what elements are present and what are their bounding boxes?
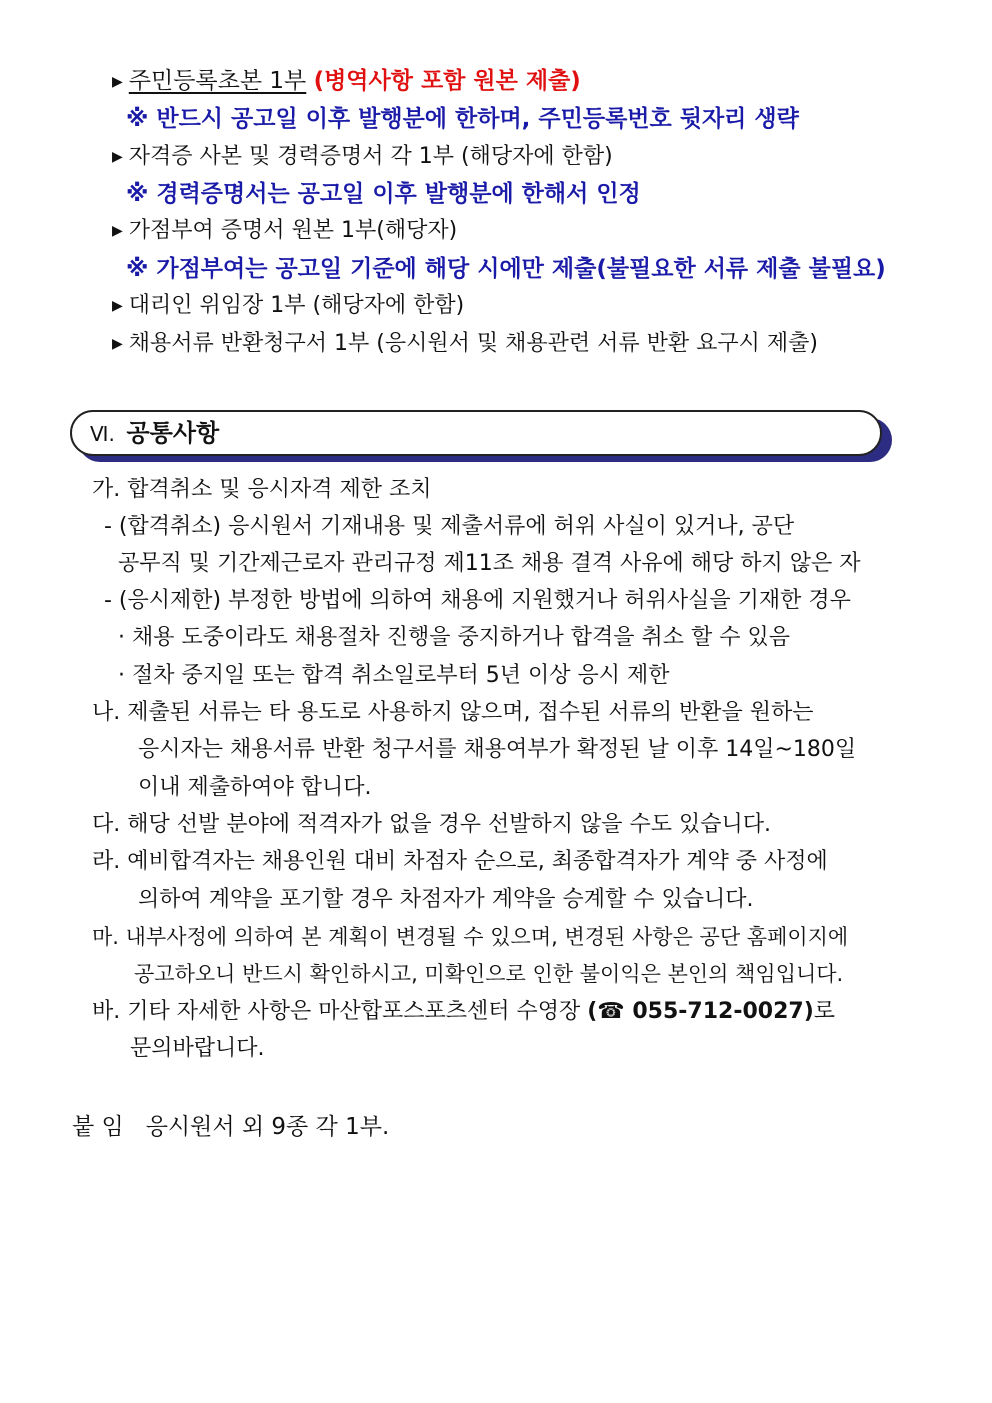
common-ba-line1: 바. 기타 자세한 사항은 마산합포스포츠센터 수영장 (☎ 055-712-0027)로: [92, 999, 836, 1024]
triangle-bullet-icon: ▶: [112, 336, 123, 352]
common-ra-line2: 의하여 계약을 포기할 경우 차점자가 계약을 승계할 수 있습니다.: [138, 887, 754, 912]
triangle-bullet-icon: ▶: [112, 298, 123, 314]
section-header: [70, 410, 886, 460]
common-na-line3: 이내 제출하여야 합니다.: [138, 775, 372, 800]
triangle-bullet-icon: ▶: [112, 223, 123, 239]
triangle-bullet-icon: ▶: [112, 149, 123, 165]
doc-item-resident-register: ▶ 주민등록초본 1부 (병역사항 포함 원본 제출): [112, 66, 581, 99]
common-ga-dot2: · 절차 중지일 또는 합격 취소일로부터 5년 이상 응시 제한: [118, 663, 670, 688]
doc-item-bonus-proof: ▶ 가점부여 증명서 원본 1부(해당자): [112, 216, 457, 248]
common-na-line1: 나. 제출된 서류는 타 용도로 사용하지 않으며, 접수된 서류의 반환을 원하는: [92, 700, 814, 725]
doc-note-3: ※ 가점부여는 공고일 기준에 해당 시에만 제출(불필요한 서류 제출 불필요): [126, 256, 886, 282]
doc-item-certificate: ▶ 자격증 사본 및 경력증명서 각 1부 (해당자에 한함): [112, 142, 613, 174]
section-title: [90, 419, 219, 448]
common-ma-line1: 마. 내부사정에 의하여 본 계획이 변경될 수 있으며, 변경된 사항은 공단 홈페이지에: [92, 925, 849, 949]
attachment-label: 붙 임: [72, 1114, 124, 1140]
doc-item-return-request: ▶ 채용서류 반환청구서 1부 (응시원서 및 채용관련 서류 반환 요구시 제출): [112, 329, 818, 361]
common-ga-dash1-line2: 공무직 및 기간제근로자 관리규정 제11조 채용 결격 사유에 해당 하지 않은 자: [118, 551, 861, 576]
doc-item-proxy: ▶ 대리인 위임장 1부 (해당자에 한함): [112, 291, 464, 323]
attachment: [72, 1112, 389, 1142]
common-ra-line1: 라. 예비합격자는 채용인원 대비 차점자 순으로, 최종합격자가 계약 중 사정에: [92, 849, 828, 874]
section-title-text: 공통사항: [126, 419, 220, 447]
common-ga-dash2: - (응시제한) 부정한 방법에 의하여 채용에 지원했거나 허위사실을 기재한 경우: [104, 588, 851, 613]
common-ga-dot1: · 채용 도중이라도 채용절차 진행을 중지하거나 합격을 취소 할 수 있음: [118, 625, 790, 650]
common-da: 다. 해당 선발 분야에 적격자가 없을 경우 선발하지 않을 수도 있습니다.: [92, 812, 771, 837]
common-na-line2: 응시자는 채용서류 반환 청구서를 채용여부가 확정된 날 이후 14일~180일: [138, 737, 857, 762]
attachment-text: 응시원서 외 9종 각 1부.: [145, 1114, 390, 1140]
common-ga: 가. 합격취소 및 응시자격 제한 조치: [92, 477, 432, 502]
common-ma-line2: 공고하오니 반드시 확인하시고, 미확인으로 인한 불이익은 본인의 책임입니다.: [134, 962, 844, 986]
doc-note-1: ※ 반드시 공고일 이후 발행분에 한하며, 주민등록번호 뒷자리 생략: [126, 106, 799, 132]
contact-phone: (☎ 055-712-0027): [587, 999, 814, 1024]
triangle-bullet-icon: ▶: [112, 74, 123, 90]
common-ba-line2: 문의바랍니다.: [130, 1036, 265, 1061]
common-ga-dash1-line1: - (합격취소) 응시원서 기재내용 및 제출서류에 허위 사실이 있거나, 공단: [104, 514, 795, 539]
section-number: Ⅵ.: [90, 422, 115, 446]
doc-note-2: ※ 경력증명서는 공고일 이후 발행분에 한해서 인정: [126, 181, 641, 207]
